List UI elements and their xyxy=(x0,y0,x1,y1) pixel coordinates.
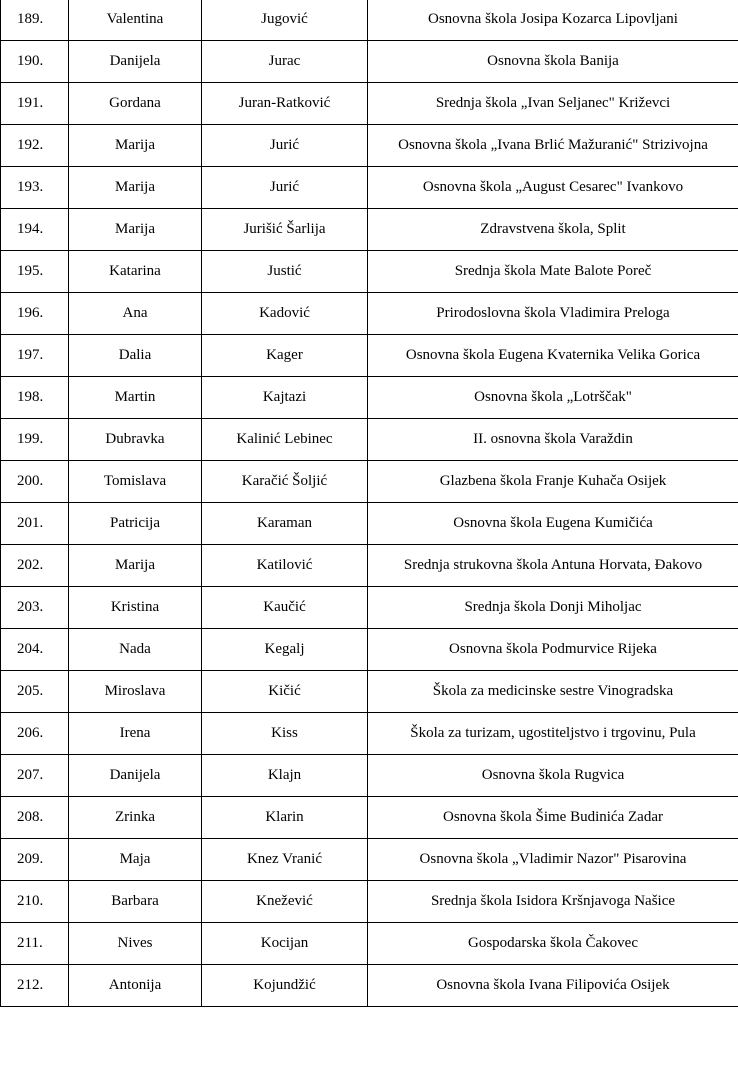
last-name: Kadović xyxy=(202,293,368,335)
first-name: Valentina xyxy=(69,0,202,41)
row-number: 196. xyxy=(1,293,69,335)
last-name: Kaučić xyxy=(202,587,368,629)
row-number: 191. xyxy=(1,83,69,125)
row-number: 198. xyxy=(1,377,69,419)
row-number: 210. xyxy=(1,881,69,923)
row-number: 197. xyxy=(1,335,69,377)
school-name: Osnovna škola Podmurvice Rijeka xyxy=(368,629,738,671)
school-name: Škola za medicinske sestre Vinogradska xyxy=(368,671,738,713)
table-row xyxy=(1,503,738,545)
last-name: Jurišić Šarlija xyxy=(202,209,368,251)
table-row xyxy=(1,461,738,503)
table-row xyxy=(1,167,738,209)
school-name: Srednja strukovna škola Antuna Horvata, Đakovo xyxy=(368,545,738,587)
last-name: Kegalj xyxy=(202,629,368,671)
last-name: Kalinić Lebinec xyxy=(202,419,368,461)
school-name: Osnovna škola Eugena Kumičića xyxy=(368,503,738,545)
school-name: Gospodarska škola Čakovec xyxy=(368,923,738,965)
first-name: Kristina xyxy=(69,587,202,629)
first-name: Nada xyxy=(69,629,202,671)
row-number: 201. xyxy=(1,503,69,545)
row-number: 192. xyxy=(1,125,69,167)
school-name: Osnovna škola „August Cesarec" Ivankovo xyxy=(368,167,738,209)
first-name: Danijela xyxy=(69,41,202,83)
first-name: Gordana xyxy=(69,83,202,125)
last-name: Kajtazi xyxy=(202,377,368,419)
table-row xyxy=(1,671,738,713)
school-name: Osnovna škola „Vladimir Nazor" Pisarovina xyxy=(368,839,738,881)
last-name: Jurić xyxy=(202,125,368,167)
first-name: Zrinka xyxy=(69,797,202,839)
row-number: 199. xyxy=(1,419,69,461)
school-name: Osnovna škola Josipa Kozarca Lipovljani xyxy=(368,0,738,41)
last-name: Jugović xyxy=(202,0,368,41)
last-name: Katilović xyxy=(202,545,368,587)
table-row xyxy=(1,797,738,839)
school-name: Srednja škola „Ivan Seljanec" Križevci xyxy=(368,83,738,125)
table-row xyxy=(1,587,738,629)
school-name: Osnovna škola Šime Budinića Zadar xyxy=(368,797,738,839)
first-name: Ana xyxy=(69,293,202,335)
first-name: Katarina xyxy=(69,251,202,293)
table-row xyxy=(1,839,738,881)
school-name: Srednja škola Isidora Kršnjavoga Našice xyxy=(368,881,738,923)
last-name: Kojundžić xyxy=(202,965,368,1007)
school-name: Osnovna škola Eugena Kvaternika Velika Gorica xyxy=(368,335,738,377)
last-name: Klarin xyxy=(202,797,368,839)
table-row xyxy=(1,629,738,671)
row-number: 208. xyxy=(1,797,69,839)
last-name: Karačić Šoljić xyxy=(202,461,368,503)
last-name: Jurić xyxy=(202,167,368,209)
table-row xyxy=(1,335,738,377)
school-name: Srednja škola Mate Balote Poreč xyxy=(368,251,738,293)
first-name: Barbara xyxy=(69,881,202,923)
last-name: Klajn xyxy=(202,755,368,797)
first-name: Nives xyxy=(69,923,202,965)
first-name: Martin xyxy=(69,377,202,419)
table-row xyxy=(1,881,738,923)
row-number: 189. xyxy=(1,0,69,41)
row-number: 202. xyxy=(1,545,69,587)
last-name: Karaman xyxy=(202,503,368,545)
first-name: Marija xyxy=(69,125,202,167)
row-number: 190. xyxy=(1,41,69,83)
row-number: 200. xyxy=(1,461,69,503)
table-row xyxy=(1,125,738,167)
first-name: Tomislava xyxy=(69,461,202,503)
first-name: Marija xyxy=(69,545,202,587)
school-name: Srednja škola Donji Miholjac xyxy=(368,587,738,629)
school-name: Osnovna škola Ivana Filipovića Osijek xyxy=(368,965,738,1007)
last-name: Juran-Ratković xyxy=(202,83,368,125)
school-name: II. osnovna škola Varaždin xyxy=(368,419,738,461)
last-name: Kičić xyxy=(202,671,368,713)
last-name: Kocijan xyxy=(202,923,368,965)
first-name: Dalia xyxy=(69,335,202,377)
table-row xyxy=(1,41,738,83)
row-number: 212. xyxy=(1,965,69,1007)
school-name: Osnovna škola „Ivana Brlić Mažuranić" Strizivojna xyxy=(368,125,738,167)
last-name: Knežević xyxy=(202,881,368,923)
row-number: 205. xyxy=(1,671,69,713)
table-row xyxy=(1,419,738,461)
row-number: 206. xyxy=(1,713,69,755)
table-row xyxy=(1,83,738,125)
first-name: Maja xyxy=(69,839,202,881)
table-row xyxy=(1,209,738,251)
last-name: Kager xyxy=(202,335,368,377)
last-name: Jurac xyxy=(202,41,368,83)
table-row xyxy=(1,293,738,335)
table-row xyxy=(1,713,738,755)
first-name: Danijela xyxy=(69,755,202,797)
school-name: Prirodoslovna škola Vladimira Preloga xyxy=(368,293,738,335)
row-number: 193. xyxy=(1,167,69,209)
last-name: Justić xyxy=(202,251,368,293)
table-body xyxy=(1,0,738,1007)
table-row xyxy=(1,923,738,965)
table-row xyxy=(1,377,738,419)
first-name: Antonija xyxy=(69,965,202,1007)
row-number: 211. xyxy=(1,923,69,965)
table-row xyxy=(1,0,738,41)
table-row xyxy=(1,545,738,587)
first-name: Dubravka xyxy=(69,419,202,461)
first-name: Marija xyxy=(69,167,202,209)
row-number: 204. xyxy=(1,629,69,671)
row-number: 209. xyxy=(1,839,69,881)
first-name: Marija xyxy=(69,209,202,251)
school-name: Osnovna škola Banija xyxy=(368,41,738,83)
last-name: Knez Vranić xyxy=(202,839,368,881)
table-row xyxy=(1,965,738,1007)
school-name: Osnovna škola „Lotrščak" xyxy=(368,377,738,419)
school-name: Osnovna škola Rugvica xyxy=(368,755,738,797)
row-number: 195. xyxy=(1,251,69,293)
row-number: 207. xyxy=(1,755,69,797)
school-name: Škola za turizam, ugostiteljstvo i trgovinu, Pula xyxy=(368,713,738,755)
school-name: Zdravstvena škola, Split xyxy=(368,209,738,251)
table-row xyxy=(1,251,738,293)
first-name: Patricija xyxy=(69,503,202,545)
table-row xyxy=(1,755,738,797)
school-name: Glazbena škola Franje Kuhača Osijek xyxy=(368,461,738,503)
first-name: Miroslava xyxy=(69,671,202,713)
last-name: Kiss xyxy=(202,713,368,755)
row-number: 203. xyxy=(1,587,69,629)
first-name: Irena xyxy=(69,713,202,755)
row-number: 194. xyxy=(1,209,69,251)
